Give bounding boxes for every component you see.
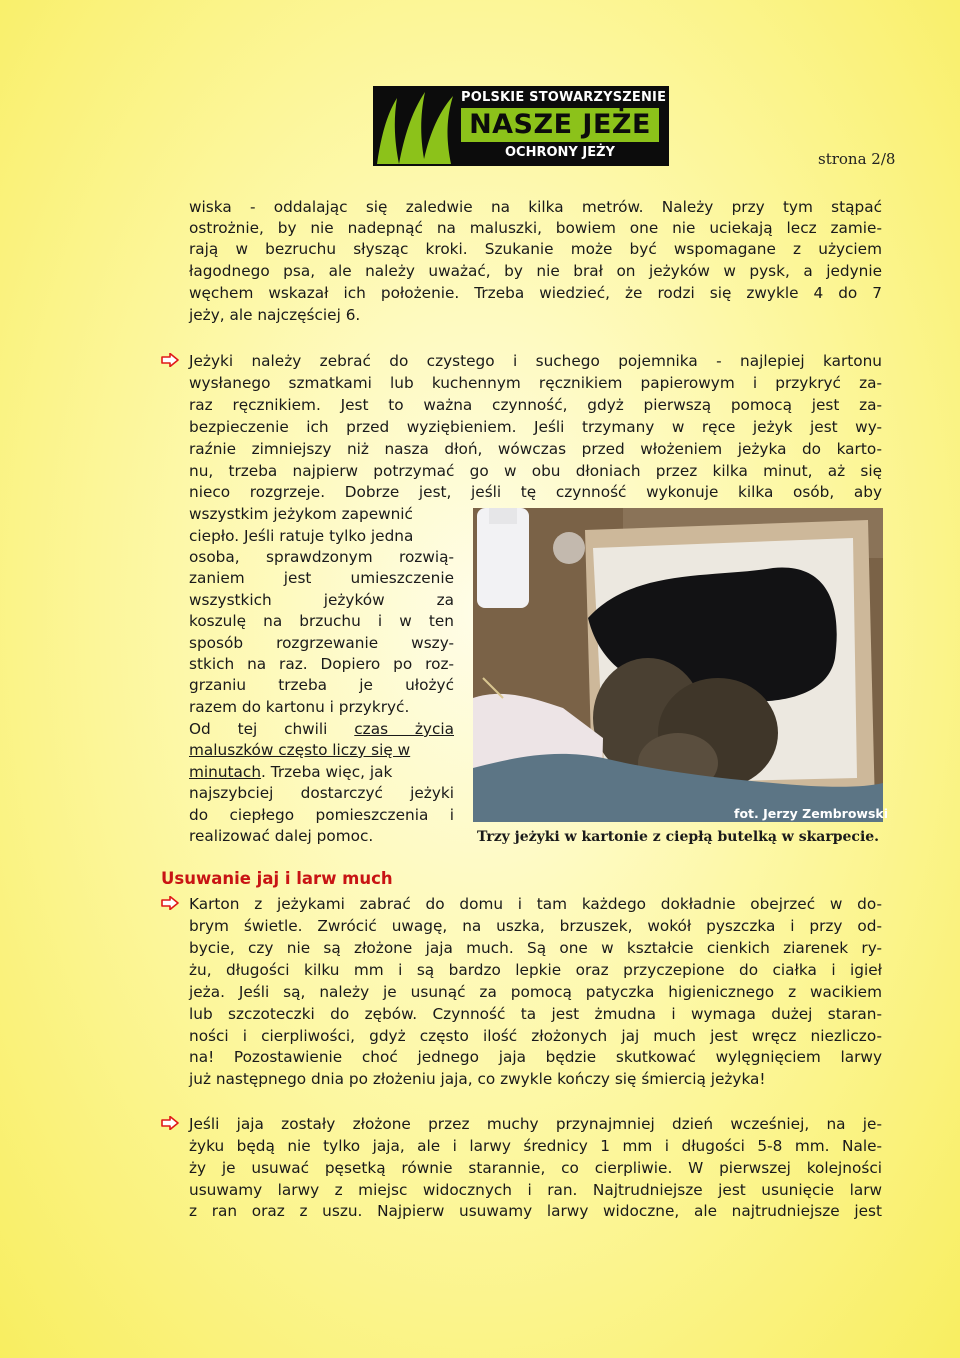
paragraph-line: usuwamy larwy z miejsc widocznych i ran. Najtrudniejsze jest usunięcie larw xyxy=(189,1181,882,1199)
paragraph-line: nieco rozgrzeje. Dobrze jest, jeśli tę czynność wykonuje kilka osób, aby xyxy=(189,483,882,501)
paragraph-line: żu, długości kilku mm i są bardzo lepkie oraz przyczepione do ciałka i igieł xyxy=(189,961,882,979)
intro-line: rają w bezruchu słysząc kroki. Szukanie może być wspomagane z użyciem xyxy=(189,240,882,258)
arrow-right-icon xyxy=(161,896,179,910)
hedgehogs-photo xyxy=(473,508,883,822)
paragraph-line: żyku będą nie tylko jaja, ale i larwy średnicy 1 mm i długości 5-8 mm. Nale- xyxy=(189,1137,882,1155)
logo-line-2: NASZE JEŻE xyxy=(461,108,659,142)
paragraph-line: sposób rozgrzewanie wszy- xyxy=(189,634,454,652)
intro-line: węchem wskazał ich położenie. Trzeba wiedzieć, że rodzi się zwykle 4 do 7 xyxy=(189,284,882,302)
underlined-text: czas życia xyxy=(354,720,454,738)
paragraph-line: realizować dalej pomoc. xyxy=(189,827,374,845)
photo-caption: Trzy jeżyki w kartonie z ciepłą butelką w skarpecie. xyxy=(476,829,880,845)
paragraph-line: ciepło. Jeśli ratuje tylko jedna xyxy=(189,527,414,545)
paragraph-line: bycie, czy nie są złożone jaja much. Są one w kształcie cienkich ziarenek ry- xyxy=(189,939,882,957)
underlined-text: minutach xyxy=(189,763,262,781)
paragraph-line: najszybciej dostarczyć jeżyki xyxy=(189,784,454,802)
paragraph-line: Jeżyki należy zebrać do czystego i suchego pojemnika - najlepiej kartonu xyxy=(189,352,882,370)
paragraph-line: do ciepłego pomieszczenia i xyxy=(189,806,454,824)
paragraph-line: nu, trzeba najpierw potrzymać go w obu dłoniach przez kilka minut, aż się xyxy=(189,462,882,480)
intro-line: ostrożnie, by nie nadepnąć na maluszki, bowiem one nie uciekają lecz zamie- xyxy=(189,219,882,237)
paragraph-line: wszystkim jeżykom zapewnić xyxy=(189,505,413,523)
logo-line-1: POLSKIE STOWARZYSZENIE xyxy=(461,90,667,105)
paragraph-line xyxy=(189,740,454,760)
paragraph-line: razem do kartonu i przykryć. xyxy=(189,698,410,716)
paragraph-line: bezpieczenie ich przed wyziębieniem. Jeśli trzymany w ręce jeżyk jest wy- xyxy=(189,418,882,436)
arrow-right-icon xyxy=(161,353,179,367)
paragraph-line: lub szczoteczki do zębów. Czynność ta jest żmudna i wymaga dużej staran- xyxy=(189,1005,882,1023)
paragraph-line: z ran oraz z uszu. Najpierw usuwamy larwy widoczne, ale najtrudniejsze jest xyxy=(189,1202,882,1220)
paragraph-line: jeża. Jeśli są, należy je usunąć za pomocą patyczka higienicznego z wacikiem xyxy=(189,983,882,1001)
intro-line: wiska - oddalając się zaledwie na kilka metrów. Należy przy tym stąpać xyxy=(189,198,882,216)
arrow-right-icon xyxy=(161,1116,179,1130)
intro-line: jeży, ale najczęściej 6. xyxy=(189,306,361,324)
paragraph-line: wszystkich jeżyków za xyxy=(189,591,454,609)
text-span: . Trzeba więc, jak xyxy=(261,763,393,781)
paragraph-line xyxy=(189,762,454,782)
paragraph-line: grzaniu trzeba je ułożyć xyxy=(189,676,454,694)
hedgehogs-in-box-illustration xyxy=(473,508,883,822)
paragraph-line: Karton z jeżykami zabrać do domu i tam każdego dokładnie obejrzeć w do- xyxy=(189,895,882,913)
paragraph-line: na! Pozostawienie choć jednego jaja będzie skutkować wylęgnięciem larwy xyxy=(189,1048,882,1066)
paragraph-line: już następnego dnia po złożeniu jaja, co zwykle kończy się śmiercią jeżyka! xyxy=(189,1070,766,1088)
logo-line-3: OCHRONY JEŻY xyxy=(505,145,615,160)
paragraph-line: raz ręcznikiem. Jest to ważna czynność, gdyż pierwszą pomocą jest za- xyxy=(189,396,882,414)
paragraph-line: zaniem jest umieszczenie xyxy=(189,569,454,587)
paragraph-line: stkich na raz. Dopiero po roz- xyxy=(189,655,454,673)
association-logo xyxy=(373,86,669,166)
intro-line: łagodnego psa, ale należy uważać, by nie brał on jeżyków w pysk, a jedynie xyxy=(189,262,882,280)
paragraph-line: ności i cierpliwości, gdyż często ilość złożonych jaj much jest wręcz niezliczo- xyxy=(189,1027,882,1045)
paragraph-line: koszulę na brzuchu i w ten xyxy=(189,612,454,630)
grass-spikes-icon xyxy=(373,86,461,166)
paragraph-line: ży je usuwać pęsetką równie starannie, co cierpliwie. W pierwszej kolejności xyxy=(189,1159,882,1177)
paragraph-line: osoba, sprawdzonym rozwią- xyxy=(189,548,454,566)
paragraph-line xyxy=(189,719,454,739)
underlined-text: maluszków często liczy się w xyxy=(189,741,411,759)
section-heading: Usuwanie jaj i larw much xyxy=(161,869,393,888)
text-span: Od tej chwili xyxy=(189,720,355,738)
paragraph-line: raźnie zimniejszy niż nasza dłoń, wówczas przed włożeniem jeżyka do karto- xyxy=(189,440,882,458)
paragraph-line: Jeśli jaja zostały złożone przez muchy przynajmniej dzień wcześniej, na je- xyxy=(189,1115,882,1133)
page-number: strona 2/8 xyxy=(818,150,896,168)
photo-credit: fot. Jerzy Zembrowski xyxy=(734,806,889,821)
paragraph-line: brym świetle. Zwrócić uwagę, na uszka, brzuszek, wokół pyszczka i przy od- xyxy=(189,917,882,935)
paragraph-line: wysłanego szmatkami lub kuchennym ręcznikiem papierowym i przykryć za- xyxy=(189,374,882,392)
